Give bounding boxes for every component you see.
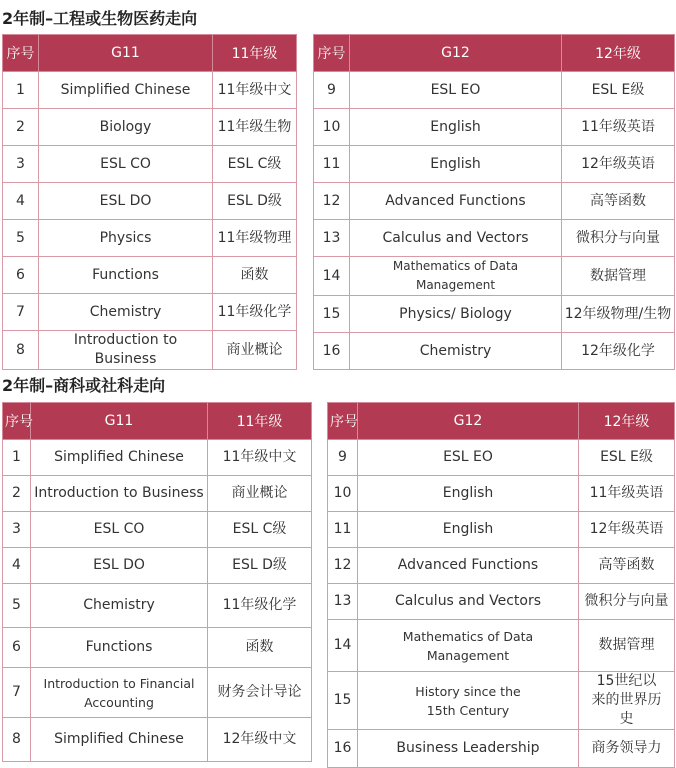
- col-header-index: 序号: [3, 403, 31, 440]
- course-chinese: 11年级英语: [579, 476, 675, 512]
- row-index: 4: [3, 183, 39, 220]
- table-row: [314, 333, 675, 370]
- course-chinese: 数据管理: [579, 620, 675, 672]
- row-index: 1: [3, 72, 39, 109]
- course-name: Simplified Chinese: [39, 72, 213, 109]
- col-header-index: 序号: [328, 403, 358, 440]
- course-name: ESL EO: [358, 440, 579, 476]
- course-chinese: 11年级中文: [213, 72, 297, 109]
- course-name: Mathematics of Data Management: [358, 620, 579, 672]
- course-name: ESL CO: [31, 512, 208, 548]
- col-header-index: 序号: [314, 35, 350, 72]
- row-index: 6: [3, 257, 39, 294]
- row-index: 3: [3, 146, 39, 183]
- row-index: 7: [3, 668, 31, 718]
- s1-g11-table: [2, 34, 297, 370]
- table-row: [314, 257, 675, 296]
- course-name: Calculus and Vectors: [358, 584, 579, 620]
- course-chinese: 数据管理: [562, 257, 675, 296]
- row-index: 9: [328, 440, 358, 476]
- course-name: ESL EO: [350, 72, 562, 109]
- course-name: Introduction to Business: [39, 331, 213, 370]
- table-row: [314, 220, 675, 257]
- course-chinese: 函数: [213, 257, 297, 294]
- col-header-index: 序号: [3, 35, 39, 72]
- table-row: [328, 620, 675, 672]
- course-name: Introduction to Business: [31, 476, 208, 512]
- course-chinese: ESL D级: [208, 548, 312, 584]
- row-index: 16: [314, 333, 350, 370]
- table-row: [328, 672, 675, 730]
- row-index: 13: [314, 220, 350, 257]
- table-row: [314, 72, 675, 109]
- row-index: 15: [328, 672, 358, 730]
- table-row: [328, 730, 675, 768]
- course-chinese: 11年级物理: [213, 220, 297, 257]
- col-header-course: G11: [31, 403, 208, 440]
- col-header-chinese: 11年级: [208, 403, 312, 440]
- course-name: Physics: [39, 220, 213, 257]
- course-chinese: ESL E级: [579, 440, 675, 476]
- course-chinese: 财务会计导论: [208, 668, 312, 718]
- row-index: 14: [328, 620, 358, 672]
- table-row: [3, 109, 297, 146]
- table-row: [314, 109, 675, 146]
- course-chinese: 12年级化学: [562, 333, 675, 370]
- row-index: 10: [314, 109, 350, 146]
- col-header-chinese: 11年级: [213, 35, 297, 72]
- table-row: [314, 146, 675, 183]
- course-chinese: 微积分与向量: [579, 584, 675, 620]
- course-name: Functions: [39, 257, 213, 294]
- row-index: 2: [3, 476, 31, 512]
- table-row: [314, 296, 675, 333]
- course-name: Chemistry: [39, 294, 213, 331]
- row-index: 1: [3, 440, 31, 476]
- row-index: 8: [3, 718, 31, 762]
- course-name: Introduction to Financial Accounting: [31, 668, 208, 718]
- course-chinese: 高等函数: [562, 183, 675, 220]
- s2-g11-table: [2, 402, 312, 762]
- course-name: Mathematics of Data Management: [350, 257, 562, 296]
- row-index: 4: [3, 548, 31, 584]
- course-name: History since the 15th Century: [358, 672, 579, 730]
- course-chinese: 12年级物理/生物: [562, 296, 675, 333]
- course-chinese: 函数: [208, 628, 312, 668]
- course-name: Functions: [31, 628, 208, 668]
- table-row: [314, 183, 675, 220]
- table-row: [3, 512, 312, 548]
- col-header-course: G12: [358, 403, 579, 440]
- row-index: 13: [328, 584, 358, 620]
- row-index: 12: [314, 183, 350, 220]
- table-row: [3, 220, 297, 257]
- course-name: Simplified Chinese: [31, 718, 208, 762]
- table-row: [3, 476, 312, 512]
- section-1-title: 2年制–工程或生物医药走向: [2, 9, 198, 28]
- table-header-row: [3, 403, 312, 440]
- course-chinese: 商务领导力: [579, 730, 675, 768]
- table-row: [3, 294, 297, 331]
- course-chinese: ESL C级: [213, 146, 297, 183]
- table-header-row: [314, 35, 675, 72]
- col-header-course: G11: [39, 35, 213, 72]
- table-row: [328, 476, 675, 512]
- course-chinese: 12年级英语: [562, 146, 675, 183]
- course-name: ESL DO: [39, 183, 213, 220]
- table-row: [3, 331, 297, 370]
- row-index: 14: [314, 257, 350, 296]
- row-index: 7: [3, 294, 39, 331]
- course-chinese: 12年级英语: [579, 512, 675, 548]
- course-chinese: 11年级化学: [213, 294, 297, 331]
- col-header-chinese: 12年级: [562, 35, 675, 72]
- row-index: 8: [3, 331, 39, 370]
- course-chinese: 12年级中文: [208, 718, 312, 762]
- course-name: Chemistry: [31, 584, 208, 628]
- table-header-row: [3, 35, 297, 72]
- table-row: [3, 72, 297, 109]
- course-chinese: 11年级化学: [208, 584, 312, 628]
- course-chinese: 11年级生物: [213, 109, 297, 146]
- table-row: [328, 440, 675, 476]
- table-row: [3, 257, 297, 294]
- table-row: [328, 584, 675, 620]
- course-chinese: 高等函数: [579, 548, 675, 584]
- course-chinese: 15世纪以来的世界历史: [579, 672, 675, 730]
- course-chinese: 微积分与向量: [562, 220, 675, 257]
- row-index: 11: [314, 146, 350, 183]
- table-row: [328, 512, 675, 548]
- row-index: 6: [3, 628, 31, 668]
- table-header-row: [328, 403, 675, 440]
- s2-g12-table: [327, 402, 675, 768]
- row-index: 11: [328, 512, 358, 548]
- course-chinese: 商业概论: [213, 331, 297, 370]
- table-row: [3, 718, 312, 762]
- row-index: 5: [3, 220, 39, 257]
- row-index: 9: [314, 72, 350, 109]
- row-index: 12: [328, 548, 358, 584]
- col-header-chinese: 12年级: [579, 403, 675, 440]
- section-2-title: 2年制–商科或社科走向: [2, 376, 166, 395]
- table-row: [3, 628, 312, 668]
- course-name: English: [350, 109, 562, 146]
- table-row: [328, 548, 675, 584]
- course-chinese: ESL D级: [213, 183, 297, 220]
- table-row: [3, 548, 312, 584]
- course-chinese: ESL C级: [208, 512, 312, 548]
- course-chinese: 11年级英语: [562, 109, 675, 146]
- course-name: Simplified Chinese: [31, 440, 208, 476]
- row-index: 5: [3, 584, 31, 628]
- course-name: English: [350, 146, 562, 183]
- s1-g12-table: [313, 34, 675, 370]
- row-index: 2: [3, 109, 39, 146]
- course-name: English: [358, 512, 579, 548]
- course-chinese: 商业概论: [208, 476, 312, 512]
- table-row: [3, 146, 297, 183]
- row-index: 10: [328, 476, 358, 512]
- table-row: [3, 668, 312, 718]
- course-name: Physics/ Biology: [350, 296, 562, 333]
- table-row: [3, 584, 312, 628]
- row-index: 16: [328, 730, 358, 768]
- course-name: Advanced Functions: [350, 183, 562, 220]
- row-index: 15: [314, 296, 350, 333]
- course-name: ESL DO: [31, 548, 208, 584]
- col-header-course: G12: [350, 35, 562, 72]
- table-row: [3, 440, 312, 476]
- table-row: [3, 183, 297, 220]
- course-name: English: [358, 476, 579, 512]
- course-name: Business Leadership: [358, 730, 579, 768]
- row-index: 3: [3, 512, 31, 548]
- course-name: Biology: [39, 109, 213, 146]
- course-name: Advanced Functions: [358, 548, 579, 584]
- course-name: Calculus and Vectors: [350, 220, 562, 257]
- course-name: ESL CO: [39, 146, 213, 183]
- course-chinese: ESL E级: [562, 72, 675, 109]
- course-name: Chemistry: [350, 333, 562, 370]
- course-chinese: 11年级中文: [208, 440, 312, 476]
